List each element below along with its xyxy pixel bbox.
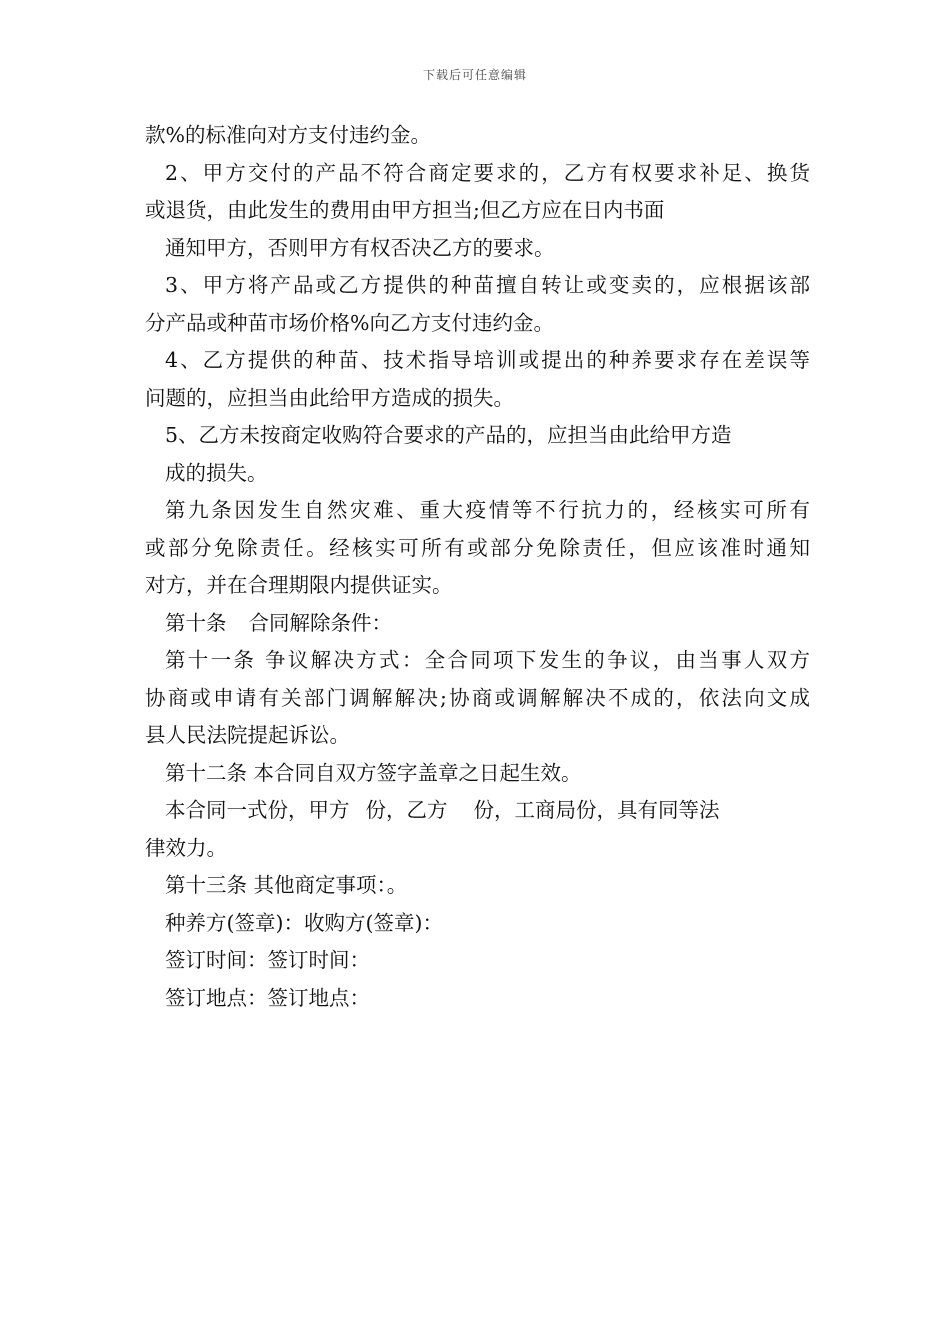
signing-place-line: 签订地点：签订地点：	[165, 985, 370, 1010]
clause-5-line-2: 成的损失。	[165, 460, 268, 485]
article-10-line	[145, 605, 810, 643]
article-9-line-2: 或部分免除责任。经核实可所有或部分免除责任，但应该准时通知	[145, 535, 810, 560]
copies-part-1: 本合同一式份，甲方	[165, 798, 350, 822]
article-12-line: 第十二条 本合同自双方签字盖章之日起生效。	[165, 760, 582, 785]
article-9-line-1: 第九条因发生自然灾难、重大疫情等不行抗力的，经核实可所有	[165, 498, 810, 522]
paragraph-line: 款%的标准向对方支付违约金。	[145, 123, 431, 147]
copies-part-3: 份，工商局份，具有同等法	[473, 798, 720, 822]
article-11-line-2: 协商或申请有关部门调解解决;协商或调解解决不成的，依法向文成	[145, 685, 810, 710]
article-10-text: 合同解除条件：	[248, 610, 392, 635]
article-11-line-1: 第十一条 争议解决方式：全合同项下发生的争议，由当事人双方	[165, 648, 810, 672]
page-header: 下载后可任意编辑	[422, 68, 527, 82]
signing-time-line: 签订时间：签订时间：	[165, 948, 370, 972]
clause-5-line-1: 5、乙方未按商定收购符合要求的产品的，应担当由此给甲方造	[165, 423, 732, 447]
clause-2-line-2: 或退货，由此发生的费用由甲方担当;但乙方应在日内书面	[145, 198, 665, 222]
clause-3-line-1: 3、甲方将产品或乙方提供的种苗擅自转让或变卖的，应根据该部	[165, 273, 810, 297]
article-10-label: 第十条	[165, 610, 227, 635]
copies-line	[145, 792, 810, 830]
article-11-line-3: 县人民法院提起诉讼。	[145, 723, 350, 747]
clause-2-line-3: 通知甲方，否则甲方有权否决乙方的要求。	[165, 235, 555, 260]
article-13-line: 第十三条 其他商定事项：。	[165, 873, 408, 897]
copies-line-2: 律效力。	[145, 835, 227, 860]
signature-line: 种养方(签章)：收购方(签章)：	[165, 910, 443, 935]
copies-part-2: 份，乙方	[365, 798, 448, 822]
article-9-line-3: 对方，并在合理期限内提供证实。	[145, 573, 453, 597]
clause-4-line-1: 4、乙方提供的种苗、技术指导培训或提出的种养要求存在差误等	[165, 348, 810, 372]
clause-4-line-2: 问题的，应担当由此给甲方造成的损失。	[145, 385, 514, 410]
clause-2-line-1: 2、甲方交付的产品不符合商定要求的，乙方有权要求补足、换货	[165, 160, 810, 185]
clause-3-line-2: 分产品或种苗市场价格%向乙方支付违约金。	[145, 310, 554, 335]
document-body	[145, 117, 810, 1017]
